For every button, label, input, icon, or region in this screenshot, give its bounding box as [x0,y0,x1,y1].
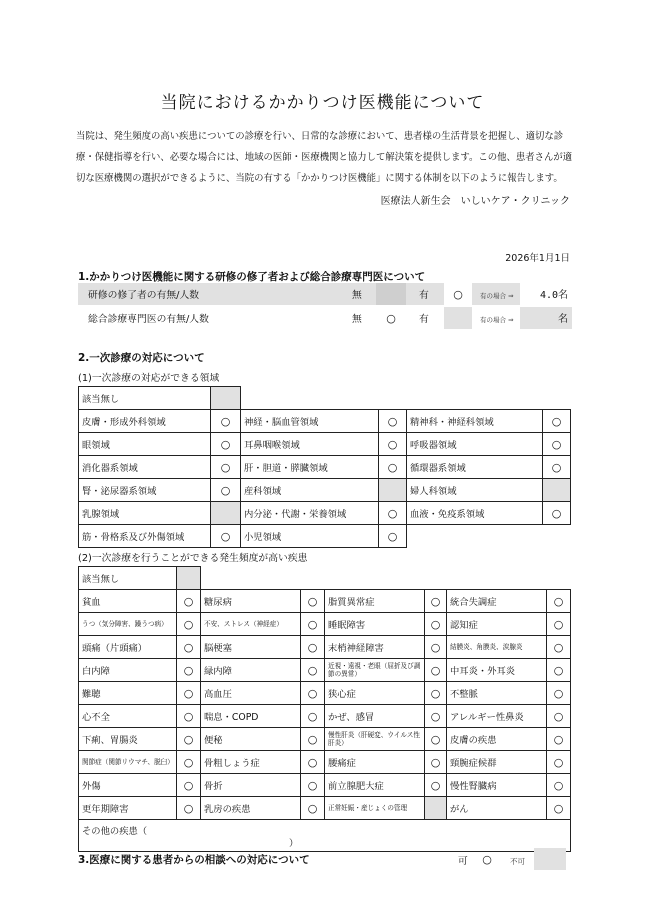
disease-label: うつ（気分障害、躁うつ病） [79,613,177,636]
disease-mark: ○ [425,728,447,751]
disease-label: 下痢、胃腸炎 [79,728,177,751]
disease-label: 骨粗しょう症 [201,751,301,774]
disease-label: 結膜炎、角膜炎、涙腺炎 [447,636,547,659]
disease-mark: ○ [425,590,447,613]
training-yes-label: 有 [419,290,429,301]
domain-mark: ○ [379,410,407,433]
domain-table [78,386,571,548]
specialist-none-box: ○ [386,312,396,325]
disease-label: 便秘 [201,728,301,751]
disease-mark: ○ [547,774,571,797]
disease-mark: ○ [177,774,201,797]
domain-label: 呼吸器領域 [407,433,543,456]
disease-label: 腰痛症 [325,751,425,774]
disease-label: 狭心症 [325,682,425,705]
training-none-label: 無 [352,290,362,301]
disease-label: 中耳炎・外耳炎 [447,659,547,682]
domain-label: 内分泌・代謝・栄養領域 [241,502,379,525]
domain-mark: ○ [211,525,241,548]
disease-mark: ○ [301,705,325,728]
domain-mark [543,479,571,502]
disease-mark: ○ [547,590,571,613]
disease-mark: ○ [301,682,325,705]
domain-mark: ○ [211,410,241,433]
disease-label: 脳梗塞 [201,636,301,659]
disease-label: 糖尿病 [201,590,301,613]
disease-mark: ○ [547,613,571,636]
disease-label: 脂質異常症 [325,590,425,613]
disease-mark: ○ [177,728,201,751]
domain-mark: ○ [543,410,571,433]
disease-label: 前立腺肥大症 [325,774,425,797]
disease-label: 不安、ストレス（神経症） [201,613,301,636]
domain-label: 耳鼻咽喉領域 [241,433,379,456]
disease-mark: ○ [425,659,447,682]
disease-label: かぜ、感冒 [325,705,425,728]
disease-mark: ○ [547,705,571,728]
domain-mark [211,502,241,525]
domain-none-label: 該当無し [79,387,211,410]
disease-mark: ○ [177,659,201,682]
domain-mark: ○ [379,433,407,456]
disease-mark: ○ [425,751,447,774]
page-title: 当院におけるかかりつけ医機能について [160,93,485,113]
domain-label: 精神科・神経科領域 [407,410,543,433]
domain-mark: ○ [211,433,241,456]
domain-mark: ○ [211,479,241,502]
specialist-count-box: 名 [520,307,572,329]
consult-yes-box: ○ [482,853,492,866]
domain-mark: ○ [543,456,571,479]
disease-none-label: 該当無し [79,567,177,590]
training-yes-box: ○ [444,283,472,305]
disease-label: 白内障 [79,659,177,682]
disease-label: 外傷 [79,774,177,797]
disease-mark: ○ [177,636,201,659]
sub1-heading: (1)一次診療の対応ができる領域 [78,373,220,384]
disease-mark: ○ [177,751,201,774]
disease-mark: ○ [177,613,201,636]
disease-label: 不整脈 [447,682,547,705]
consult-yes-label: 可 [458,856,468,867]
disease-mark: ○ [177,682,201,705]
disease-label: がん [447,797,547,820]
domain-label: 循環器系領域 [407,456,543,479]
disease-label: 高血圧 [201,682,301,705]
disease-mark: ○ [177,797,201,820]
disease-label: 慢性腎臓病 [447,774,547,797]
consult-no-box [534,848,566,870]
disease-mark: ○ [547,659,571,682]
disease-mark: ○ [301,636,325,659]
organization-name: 医療法人新生会 いしいケア・クリニック [380,196,570,207]
domain-label: 血液・免疫系領域 [407,502,543,525]
disease-mark: ○ [425,613,447,636]
domain-label: 婦人科領域 [407,479,543,502]
domain-label: 腎・泌尿器系領域 [79,479,211,502]
disease-mark: ○ [425,705,447,728]
training-count-box: 4.0名 [520,283,572,305]
domain-label: 筋・骨格系及び外傷領域 [79,525,211,548]
disease-mark: ○ [425,682,447,705]
disease-mark: ○ [177,705,201,728]
disease-label: 骨折 [201,774,301,797]
disease-label: 頭痛（片頭痛） [79,636,177,659]
disease-mark: ○ [547,636,571,659]
domain-label: 消化器系領域 [79,456,211,479]
specialist-note: 有の場合 ⇒ [480,316,514,324]
disease-label: 近視・遠視・老眼（屈折及び調節の異常） [325,659,425,682]
section1-heading: 1.かかりつけ医機能に関する研修の修了者および総合診療専門医について [78,271,426,283]
disease-label: 頸腕症候群 [447,751,547,774]
domain-label: 肝・胆道・膵臓領域 [241,456,379,479]
disease-label: 喘息・COPD [201,705,301,728]
disease-mark: ○ [177,590,201,613]
disease-mark: ○ [301,613,325,636]
domain-mark: ○ [379,502,407,525]
disease-label: 正常妊娠・産じょくの管理 [325,797,425,820]
domain-label: 乳腺領域 [79,502,211,525]
disease-label: 関節症（関節リウマチ、脱臼） [79,751,177,774]
training-none-box [376,283,406,305]
disease-table [78,566,571,852]
training-note: 有の場合 ⇒ [480,292,514,300]
disease-label: 統合失調症 [447,590,547,613]
specialist-yes-box [444,307,472,329]
disease-mark: ○ [301,590,325,613]
training-label: 研修の修了者の有無/人数 [88,290,200,301]
disease-label: 乳房の疾患 [201,797,301,820]
specialist-label: 総合診療専門医の有無/人数 [88,314,209,325]
other-disease-label: その他の疾患（ [82,826,148,837]
domain-mark: ○ [211,456,241,479]
domain-mark: ○ [543,433,571,456]
other-disease-close: ） [289,838,299,849]
domain-mark: ○ [379,525,407,548]
domain-label: 産科領域 [241,479,379,502]
domain-label: 皮膚・形成外科領域 [79,410,211,433]
domain-label: 神経・脳血管領域 [241,410,379,433]
disease-mark: ○ [301,728,325,751]
disease-label: 睡眠障害 [325,613,425,636]
disease-mark [425,797,447,820]
disease-label: 心不全 [79,705,177,728]
domain-mark: ○ [543,502,571,525]
disease-mark: ○ [425,636,447,659]
disease-mark: ○ [547,751,571,774]
consult-no-label: 不可 [510,857,525,866]
section2-heading: 2.一次診療の対応について [78,352,205,364]
disease-label: 緑内障 [201,659,301,682]
disease-mark: ○ [301,751,325,774]
disease-label: 難聴 [79,682,177,705]
disease-mark: ○ [301,797,325,820]
disease-label: アレルギー性鼻炎 [447,705,547,728]
disease-none-box [177,567,201,590]
disease-mark: ○ [547,728,571,751]
domain-mark: ○ [379,456,407,479]
disease-label: 認知症 [447,613,547,636]
domain-mark [379,479,407,502]
disease-label: 更年期障害 [79,797,177,820]
domain-label: 眼領域 [79,433,211,456]
specialist-yes-label: 有 [419,314,429,325]
domain-label: 小児領域 [241,525,379,548]
specialist-none-label: 無 [352,314,362,325]
other-disease-field[interactable] [79,820,571,852]
report-date: 2026年1月1日 [505,253,570,264]
disease-label: 皮膚の疾患 [447,728,547,751]
disease-mark: ○ [547,797,571,820]
disease-mark: ○ [425,774,447,797]
section3-heading: 3.医療に関する患者からの相談への対応について [78,854,310,866]
sub2-heading: (2)一次診療を行うことができる発生頻度が高い疾患 [78,553,308,564]
disease-label: 貧血 [79,590,177,613]
disease-mark: ○ [547,682,571,705]
disease-label: 慢性肝炎（肝硬変、ウイルス性肝炎） [325,728,425,751]
disease-mark: ○ [301,659,325,682]
intro-text: 当院は、発生頻度の高い疾患についての診療を行い、日常的な診療において、患者様の生活背景を把握し、適切な診療・保健指導を行い、必要な場合には、地域の医師・医療機関と協力して解決策を提供します。この他、患者さんが適切な医療機関の選択ができるように、当院の有する「かかりつけ医機能」に関する体制を以下のように報告します。 [76,131,573,184]
domain-none-box [211,387,241,410]
disease-mark: ○ [301,774,325,797]
disease-label: 末梢神経障害 [325,636,425,659]
